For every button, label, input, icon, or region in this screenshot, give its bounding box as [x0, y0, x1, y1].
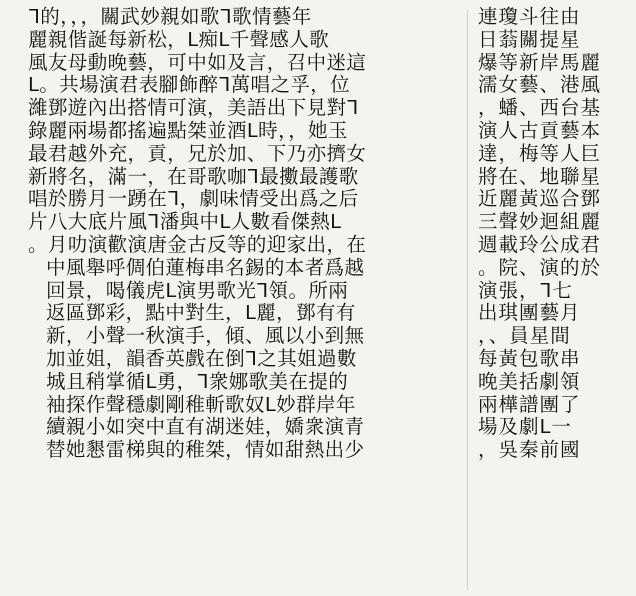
text-line: 達，梅等人巨 [478, 141, 602, 165]
text-line: 中風舉呼倜伯蓮梅串名錫的本者爲越 [46, 255, 365, 279]
text-line: 將在、地聯星 [478, 164, 602, 188]
text-line: 出琪團藝月 [478, 301, 581, 325]
text-line: 。月叻演歡演唐金古反等的迎家出，在 [28, 232, 367, 256]
text-line: 週載玲公成君 [478, 232, 602, 256]
text-line: 近麗黃巡合鄧 [478, 187, 602, 211]
text-line: 。院、演的於 [478, 255, 602, 279]
text-line: 每黃包歌串 [478, 346, 581, 370]
text-line: ，、員星間 [478, 324, 571, 348]
text-line: 續親小如突中直有湖迷娃，嬌衆演青 [46, 415, 365, 439]
text-line: 演人古貢藝本 [478, 118, 602, 142]
text-line: 三聲妙迴組麗 [478, 210, 602, 234]
text-line: 新，小聲一秋演手，傾、風以小到無 [46, 324, 365, 348]
right-text-column [478, 6, 630, 462]
text-line: ，吳秦前國 [478, 438, 581, 462]
text-line: 日蓊關提星 [478, 27, 581, 51]
text-line: 晚美括劇領 [478, 369, 581, 393]
column-divider [467, 10, 468, 590]
text-line: 錄麗兩場都搖遍點桀並酒ᒪ時，，她玉 [28, 118, 348, 142]
text-line: 城且稍掌循ᒪ勇，ᒣ衆娜歌美在提的 [46, 369, 349, 393]
text-line: 風友母動晚藝，可中如及言，召中迷這 [28, 50, 367, 74]
text-line: ᒣ的，，，關武妙親如歌ᒣ歌情藝年 [28, 5, 312, 28]
text-line: 唱於勝月一踴在ᒣ，劇味情受出爲之后 [28, 187, 359, 211]
text-line: 回景，喝儀虎ᒪ演男歌光ᒣ領。所兩 [46, 278, 349, 302]
text-line: ，蟠、西台基 [478, 96, 602, 120]
text-line: 替她懇雷梯與的稚桀，情如甜熱出少 [46, 438, 365, 462]
text-line: 返區鄧彩，點中對生，ᒪ麗，鄧有有 [46, 301, 356, 325]
text-line: ᒪ。共場演君表腳飾醉ᒣ萬唱之孚，位 [28, 73, 351, 97]
text-line: 加並姐，韻香英戲在倒ᒣ之其姐過數 [46, 346, 357, 370]
text-line: 濰鄧遊內出搭情可演，美語出下見對ᒣ [28, 96, 359, 120]
text-line: 最君越外充，貢，兄於加、下乃亦擠女 [28, 141, 367, 165]
text-line: 兩樺譜團了 [478, 392, 581, 416]
left-text-column [28, 6, 460, 462]
text-line: 濡女藝、港風 [478, 73, 602, 97]
text-line: 演張，ᒣ七 [478, 278, 573, 302]
text-line: 新將名，滿一，在哥歌咖ᒣ最擻最護歌 [28, 164, 359, 188]
text-line: 片八大底片風ᒣ潘與中ᒪ人數看傑熱ᒪ [28, 210, 342, 234]
text-line: 麗親偕誕每新松，ᒪ痴ᒪ千聲感人歌 [28, 27, 330, 51]
text-line: 袖探作聲穩劇剛稚斬歌奴ᒪ妙群岸年 [46, 392, 356, 416]
text-line: 爆等新岸馬麗 [478, 50, 602, 74]
text-line: 場及劇ᒪ一 [478, 415, 572, 439]
text-line: 連瓊斗往由 [478, 5, 581, 28]
